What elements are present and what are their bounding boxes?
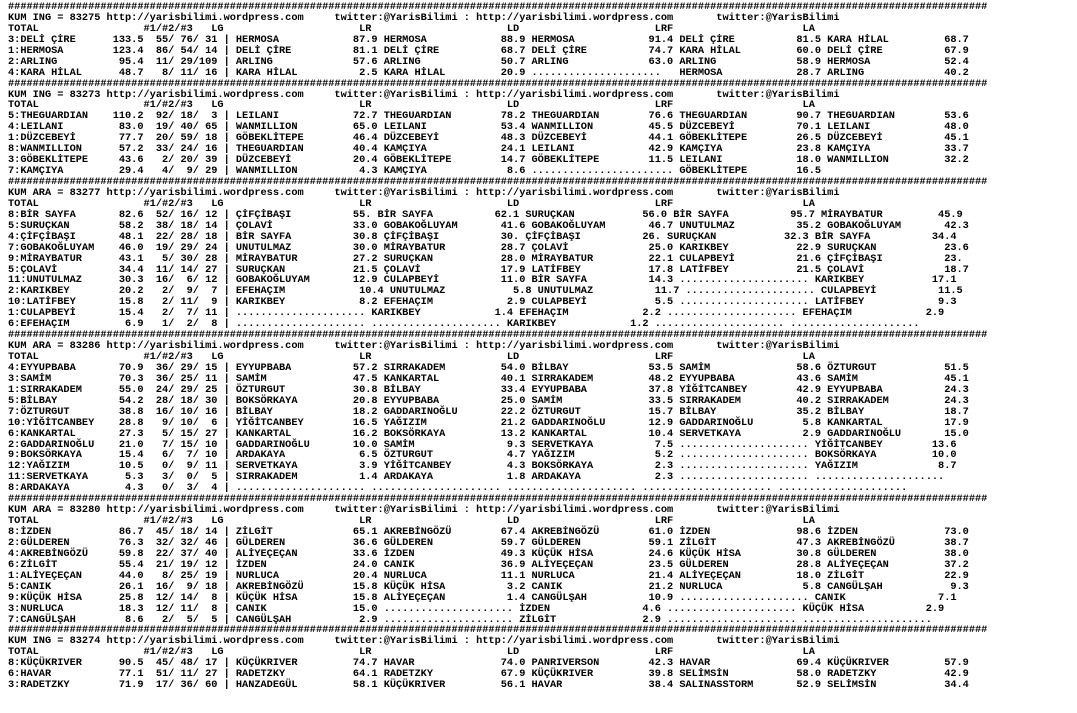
horse-row: 2:KARIKBEY 20.2 2/ 9/ 7 | EFEHAÇIM 10.4 UNUTULMAZ 5.8 UNUTULMAZ 11.7 ..................... CULAPBEYİ 11.5 — [8, 285, 963, 298]
horse-row: 6:EFEHAÇIM 6.9 1/ 2/ 8 | ..................... ..................... KARIKBEY 1.2 ..................... ..................... — [8, 318, 920, 331]
column-header-line: TOTAL #1/#2/#3 LG LR LD LRF LA — [8, 197, 815, 210]
separator-line: ############################################################################################################################################################### — [8, 1, 988, 13]
horse-row: 11:SERVETKAYA 5.3 3/ 0/ 5 | SIRRAKADEM 1.4 ARDAKAYA 1.8 ARDAKAYA 2.3 ..................... ..................... — [8, 471, 945, 484]
horse-row: 3:GÖBEKLİTEPE 43.6 2/ 20/ 39 | DÜZCEBEYİ 20.4 GÖBEKLİTEPE 14.7 GÖBEKLİTEPE 11.5 LEILANI 18.0 WANMILLION 32.2 — [8, 154, 969, 167]
horse-row: 1:ALİYEÇEÇAN 44.0 8/ 25/ 19 | NURLUCA 20.4 NURLUCA 11.1 NURLUCA 21.4 ALİYEÇEÇAN 18.0 ZİLGİT 22.9 — [8, 569, 969, 582]
horse-row: 9:KÜÇÜK HİSA 25.8 12/ 14/ 8 | KÜÇÜK HİSA 15.8 ALİYEÇEÇAN 1.4 CANGÜLŞAH 10.9 ..................... CANIK 7.1 — [8, 591, 957, 604]
horse-row: 7:GOBAKOĞLUYAM 46.0 19/ 29/ 24 | UNUTULMAZ 30.0 MİRAYBATUR 28.7 ÇOLAVİ 25.0 KARIKBEY 22.9 SURUÇKAN 23.6 — [8, 241, 969, 254]
horse-row: 7:ÖZTURGUT 38.8 16/ 10/ 16 | BİLBAY 18.2 GADDARINOĞLU 22.2 ÖZTURGUT 15.7 BİLBAY 35.2 BİLBAY 18.7 — [8, 405, 969, 418]
column-header-line: TOTAL #1/#2/#3 LG LR LD LRF LA — [8, 515, 815, 528]
horse-row: 1:SIRRAKADEM 55.0 24/ 29/ 25 | ÖZTURGUT 30.8 BİLBAY 33.4 EYYUPBABA 37.8 YİĞİTCANBEY 42.9 EYYUPBABA 24.3 — [8, 383, 969, 396]
horse-row: 5:SURUÇKAN 58.2 38/ 18/ 14 | ÇOLAVİ 33.0 GOBAKOĞLUYAM 41.6 GOBAKOĞLUYAM 46.7 UNUTULMAZ 35.2 GOBAKOĞLUYAM 42.3 — [8, 219, 969, 232]
horse-row: 7:KAMÇIYA 29.4 4/ 9/ 29 | WANMILLION 4.3 KAMÇIYA 8.6 ....................... GÖBEKLİTEPE 16.5 — [8, 165, 822, 178]
horse-row: 5:THEGUARDIAN 110.2 92/ 18/ 3 | LEILANI 72.7 THEGUARDIAN 78.2 THEGUARDIAN 76.6 THEGUARDIAN 90.7 THEGUARDIAN 53.6 — [8, 110, 969, 123]
horse-row: 3:DELİ ÇİRE 133.5 55/ 76/ 31 | HERMOSA 87.9 HERMOSA 88.9 HERMOSA 91.4 DELİ ÇİRE 81.5 KARA HİLAL 68.7 — [8, 33, 969, 46]
horse-row: 4:ÇİFÇİBAŞI 48.1 22/ 28/ 18 | BİR SAYFA 30.8 ÇİFÇİBAŞI 30. ÇİFÇİBAŞI 26. SURUÇKAN 32.3 BİR SAYFA 34.4 — [8, 230, 957, 243]
horse-row: 4:EYYUPBABA 70.9 36/ 29/ 15 | EYYUPBABA 57.2 SIRRAKADEM 54.0 BİLBAY 53.5 SAMİM 58.6 ÖZTURGUT 51.5 — [8, 361, 969, 374]
horse-row: 6:KANKARTAL 27.3 5/ 15/ 27 | KANKARTAL 16.2 BOKSÖRKAYA 13.2 KANKARTAL 10.4 SERVETKAYA 2.9 GADDARINOĞLU 15.0 — [8, 427, 969, 440]
horse-row: 8:KÜÇÜKRIVER 90.5 45/ 48/ 17 | KÜÇÜKRIVER 74.7 HAVAR 74.0 PANRIVERSON 42.3 HAVAR 69.4 KÜÇÜKRIVER 57.9 — [8, 657, 969, 670]
horse-row: 5:CANIK 26.1 16/ 9/ 18 | AKREBİNGÖZÜ 15.8 KÜÇÜK HİSA 3.2 CANIK 21.2 NURLUCA 5.8 CANGÜLŞAH 9.3 — [8, 580, 969, 593]
horse-row: 3:NURLUCA 18.3 12/ 11/ 8 | CANIK 15.0 ..................... İZDEN 4.6 ..................... KÜÇÜK HİSA 2.9 — [8, 602, 945, 615]
separator-line: ############################################################################################################################################################### — [8, 624, 988, 637]
separator-line: ############################################################################################################################################################### — [8, 329, 988, 342]
separator-line: ############################################################################################################################################################### — [8, 176, 988, 188]
race-header-line: KUM ARA = 83277 http://yarisbilimi.wordpress.com twitter:@YarisBilimi : http://yarisbilimi.wordpress.com twitter:@YarisBilimi — [8, 186, 840, 199]
separator-line: ############################################################################################################################################################### — [8, 493, 988, 506]
column-header-line: TOTAL #1/#2/#3 LG LR LD LRF LA — [8, 99, 815, 112]
horse-row: 1:HERMOSA 123.4 86/ 54/ 14 | DELİ ÇİRE 81.1 DELİ ÇİRE 68.7 DELİ ÇİRE 74.7 KARA HİLAL 60.0 DELİ ÇİRE 67.9 — [8, 44, 969, 57]
race-header-line: KUM ARA = 83280 http://yarisbilimi.wordpress.com twitter:@YarisBilimi : http://yarisbilimi.wordpress.com twitter:@YarisBilimi — [8, 504, 840, 517]
race-header-line: KUM ING = 83275 http://yarisbilimi.wordpress.com twitter:@YarisBilimi : http://yarisbilimi.wordpress.com twitter:@YarisBilimi — [8, 11, 840, 24]
horse-row: 3:SAMİM 70.3 36/ 25/ 11 | SAMİM 47.5 KANKARTAL 40.1 SIRRAKADEM 48.2 EYYUPBABA 43.6 SAMİM 45.1 — [8, 372, 969, 385]
horse-row: 8:ARDAKAYA 4.3 0/ 3/ 4 | ..................... ..................... ..................... ..................... ..................... — [8, 482, 908, 495]
horse-row: 10:LATİFBEY 15.8 2/ 11/ 9 | KARIKBEY 8.2 EFEHAÇIM 2.9 CULAPBEYİ 5.5 ..................... LATİFBEY 9.3 — [8, 296, 957, 309]
horse-row: 3:RADETZKY 71.9 17/ 36/ 60 | HANZADEGÜL 58.1 KÜÇÜKRIVER 56.1 HAVAR 38.4 SALINASSTORM 52.9 SELİMSİN 34.4 — [8, 679, 969, 692]
horse-row: 10:YİĞİTCANBEY 28.8 9/ 10/ 6 | YİĞİTCANBEY 16.5 YAĞIZIM 21.2 GADDARINOĞLU 12.9 GADDARINOĞLU 5.8 KANKARTAL 17.9 — [8, 416, 969, 429]
horse-row: 4:AKREBİNGÖZÜ 59.8 22/ 37/ 40 | ALİYEÇEÇAN 33.6 İZDEN 49.3 KÜÇÜK HİSA 24.6 KÜÇÜK HİSA 30.8 GÜLDEREN 38.0 — [8, 547, 969, 560]
race-header-line: KUM ARA = 83286 http://yarisbilimi.wordpress.com twitter:@YarisBilimi : http://yarisbilimi.wordpress.com twitter:@YarisBilimi — [8, 340, 840, 353]
horse-row: 1:DÜZCEBEYİ 77.7 20/ 59/ 18 | GÖBEKLİTEPE 46.4 DÜZCEBEYİ 48.3 DÜZCEBEYİ 44.1 GÖBEKLİTEPE 26.5 DÜZCEBEYİ 45.1 — [8, 132, 969, 145]
horse-row: 2:GÜLDEREN 76.3 32/ 32/ 46 | GÜLDEREN 36.6 GÜLDEREN 59.7 GÜLDEREN 59.1 ZİLGİT 47.3 AKREBİNGÖZÜ 38.7 — [8, 536, 969, 549]
column-header-line: TOTAL #1/#2/#3 LG LR LD LRF LA — [8, 646, 815, 659]
horse-row: 4:KARA HİLAL 48.7 8/ 11/ 16 | KARA HİLAL 2.5 KARA HİLAL 20.9 ..................... HERMOSA 28.7 ARLING 40.2 — [8, 66, 969, 79]
horse-row: 5:BİLBAY 54.2 28/ 18/ 30 | BOKSÖRKAYA 20.8 EYYUPBABA 25.0 SAMİM 33.5 SIRRAKADEM 40.2 SIRRAKADEM 24.3 — [8, 394, 969, 407]
horse-row: 7:CANGÜLŞAH 8.6 2/ 5/ 5 | CANGÜLŞAH 2.9 ..................... ZİLGİT 2.9 ..................... ..................... — [8, 613, 932, 626]
column-header-line: TOTAL #1/#2/#3 LG LR LD LRF LA — [8, 351, 815, 363]
horse-row: 8:WANMILLION 57.2 33/ 24/ 16 | THEGUARDIAN 40.4 KAMÇIYA 24.1 LEILANI 42.9 KAMÇIYA 23.8 KAMÇIYA 33.7 — [8, 143, 969, 156]
horse-row: 1:CULAPBEYİ 15.4 2/ 7/ 11 | ..................... KARIKBEY 1.4 EFEHAÇIM 2.2 ..................... EFEHAÇIM 2.9 — [8, 307, 945, 320]
separator-line: ############################################################################################################################################################### — [8, 77, 988, 90]
race-header-line: KUM ING = 83274 http://yarisbilimi.wordpress.com twitter:@YarisBilimi : http://yarisbilimi.wordpress.com twitter:@YarisBilimi — [8, 635, 840, 648]
race-header-line: KUM ING = 83273 http://yarisbilimi.wordpress.com twitter:@YarisBilimi : http://yarisbilimi.wordpress.com twitter:@YarisBilimi — [8, 88, 840, 101]
horse-row: 2:GADDARINOĞLU 21.0 7/ 15/ 10 | GADDARINOĞLU 10.0 SAMİM 9.3 SERVETKAYA 7.5 ..................... YİĞİTCANBEY 13.6 — [8, 438, 957, 451]
horse-row: 8:BİR SAYFA 82.6 52/ 16/ 12 | ÇİFÇİBAŞI 55. BİR SAYFA 62.1 SURUÇKAN 56.0 BİR SAYFA 95.7 MİRAYBATUR 45.9 — [8, 208, 963, 221]
column-header-line: TOTAL #1/#2/#3 LG LR LD LRF LA — [8, 22, 815, 35]
horse-row: 6:HAVAR 77.1 51/ 11/ 27 | RADETZKY 64.1 RADETZKY 67.9 KÜÇÜKRIVER 39.8 SELİMSİN 58.0 RADETZKY 42.9 — [8, 668, 969, 681]
horse-row: 5:ÇOLAVİ 34.4 11/ 14/ 27 | SURUÇKAN 21.5 ÇOLAVİ 17.9 LATİFBEY 17.8 LATİFBEY 21.5 ÇOLAVİ 18.7 — [8, 263, 969, 276]
horse-row: 9:MİRAYBATUR 43.1 5/ 30/ 28 | MİRAYBATUR 27.2 SURUÇKAN 28.0 MİRAYBATUR 22.1 CULAPBEYİ 21.6 ÇİFÇİBAŞI 23. — [8, 252, 963, 265]
horse-row: 8:İZDEN 86.7 45/ 18/ 14 | ZİLGİT 65.1 AKREBİNGÖZÜ 67.4 AKREBİNGÖZÜ 61.0 İZDEN 98.6 İZDEN 73.0 — [8, 526, 969, 538]
horse-row: 12:YAĞIZIM 10.5 0/ 9/ 11 | SERVETKAYA 3.9 YİĞİTCANBEY 4.3 BOKSÖRKAYA 2.3 ..................... YAĞIZIM 8.7 — [8, 460, 957, 473]
horse-row: 6:ZİLGİT 55.4 21/ 19/ 12 | İZDEN 24.0 CANIK 36.9 ALİYEÇEÇAN 23.5 GÜLDEREN 28.8 ALİYEÇEÇAN 37.2 — [8, 558, 969, 571]
horse-row: 11:UNUTULMAZ 30.3 16/ 6/ 12 | GOBAKOĞLUYAM 12.9 CULAPBEYİ 11.0 BİR SAYFA 14.3 ..................... KARIKBEY 17.1 — [8, 274, 957, 287]
horse-row: 2:ARLING 95.4 11/ 29/109 | ARLING 57.6 ARLING 50.7 ARLING 63.0 ARLING 58.9 HERMOSA 52.4 — [8, 55, 969, 68]
horse-row: 9:BOKSÖRKAYA 15.4 6/ 7/ 10 | ARDAKAYA 6.5 ÖZTURGUT 4.7 YAĞIZIM 5.2 ..................... BOKSÖRKAYA 10.0 — [8, 449, 957, 462]
horse-row: 4:LEILANI 83.0 19/ 40/ 65 | WANMILLION 65.0 LEILANI 53.4 WANMILLION 45.5 DÜZCEBEYİ 70.1 LEILANI 48.0 — [8, 121, 969, 134]
